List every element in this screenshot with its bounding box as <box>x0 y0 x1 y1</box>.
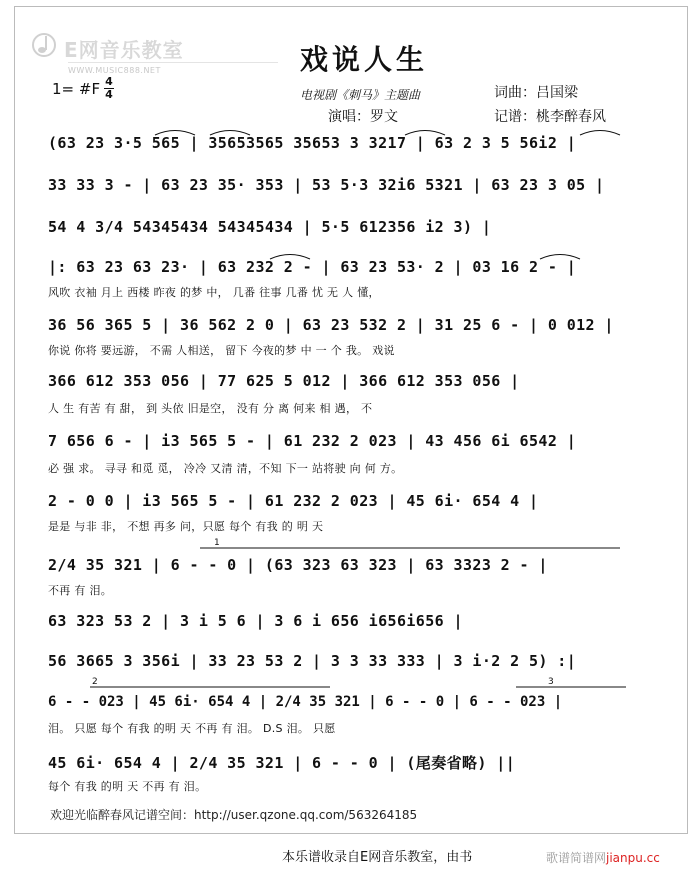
lyric-row-3: 人 生 有苦 有 甜， 到 头依 旧是空， 没有 分 离 何来 相 遇， 不 <box>48 402 373 415</box>
score-row-9: 2/4 35 321 | 6 - - 0 | (63 323 63 323 | 63 3323 2 - | <box>48 556 548 574</box>
volta-bracket-2 <box>90 682 350 692</box>
time-sig-bottom: 4 <box>105 88 113 101</box>
slur-arcs-row-4 <box>60 250 660 260</box>
footer-url[interactable]: 欢迎光临醉春风记谱空间：http://user.qzone.qq.com/563264185 <box>50 808 418 822</box>
score-row-10: 63 323 53 2 | 3 i 5 6 | 3 6 i 656 i656i656 | <box>48 612 463 630</box>
volta-2-label: 2 <box>92 677 98 687</box>
song-title: 戏说人生 <box>300 43 429 76</box>
lyric-row-6: 不再 有 泪。 <box>48 584 113 597</box>
score-row-4: |: 63 23 63 23· | 63 232 2 - | 63 23 53· 2 | 03 16 2 - | <box>48 258 577 276</box>
slur-arcs-row-1 <box>60 126 660 136</box>
music-note-icon <box>30 30 60 60</box>
key-signature: 1= #F <box>52 80 101 98</box>
score-row-6: 366 612 353 056 | 77 625 5 012 | 366 612 353 056 | <box>48 372 520 390</box>
volta-3-label: 3 <box>548 677 554 687</box>
watermark-domain: jianpu.cc <box>606 851 660 865</box>
lyric-row-5: 是是 与非 非， 不想 再多 问，只愿 每个 有我 的 明 天 <box>48 520 324 533</box>
volta-bracket-3 <box>516 682 636 692</box>
time-signature <box>104 76 114 101</box>
footer-watermark <box>546 849 660 866</box>
lyric-row-4: 必 强 求。 寻寻 和觅 觅， 冷冷 又清 清，不知 下一 站将驶 向 何 方。 <box>48 462 403 475</box>
subtitle: 电视剧《刺马》主题曲 <box>300 88 421 102</box>
lyric-row-7: 泪。 只愿 每个 有我 的明 天 不再 有 泪。 D.S 泪。 只愿 <box>48 722 336 735</box>
watermark-text: 歌谱简谱网 <box>546 851 607 865</box>
score-row-5: 36 56 365 5 | 36 562 2 0 | 63 23 532 2 | 31 25 6 - | 0 012 | <box>48 316 614 334</box>
lyric-row-2: 你说 你将 要远游， 不需 人相送， 留下 今夜的梦 中 一 个 我。 戏说 <box>48 344 395 357</box>
score-row-13: 45 6i· 654 4 | 2/4 35 321 | 6 - - 0 | (尾奏省略) || <box>48 754 516 772</box>
time-sig-top: 4 <box>105 75 113 88</box>
lyricist: 词曲：吕国梁 <box>494 85 578 101</box>
score-row-3: 54 4 3/4 54345434 54345434 | 5·5 612356 i2 3) | <box>48 218 492 236</box>
score-row-8: 2 - 0 0 | i3 565 5 - | 61 232 2 023 | 45 6i· 654 4 | <box>48 492 539 510</box>
score-row-2: 33 33 3 - | 63 23 35· 353 | 53 5·3 32i6 5321 | 63 23 3 05 | <box>48 176 605 194</box>
logo-url: WWW.MUSIC888.NET <box>68 66 161 75</box>
score-row-12: 6 - - 023 | 45 6i· 654 4 | 2/4 35 321 | 6 - - 0 | 6 - - 023 | <box>48 694 563 710</box>
logo-divider <box>68 62 278 63</box>
lyric-row-1: 风吹 衣袖 月上 西楼 昨夜 的梦 中， 几番 往事 几番 忧 无 人 懂， <box>48 286 380 299</box>
logo-text: E网音乐教室 <box>64 38 184 62</box>
volta-1-label: 1 <box>214 538 220 548</box>
transcriber: 记谱：桃李醉春风 <box>494 109 606 125</box>
lyric-row-8: 每个 有我 的明 天 不再 有 泪。 <box>48 780 207 793</box>
footer-source: 本乐谱收录自E网音乐教室，由书 <box>282 850 473 865</box>
score-row-7: 7 656 6 - | i3 565 5 - | 61 232 2 023 | 43 456 6i 6542 | <box>48 432 577 450</box>
score-row-11: 56 3665 3 356i | 33 23 53 2 | 3 3 33 333 | 3 i·2 2 5) :| <box>48 652 577 670</box>
score-row-1: (63 23 3·5 565 | 35653565 35653 3 3217 | 63 2 3 5 56i2 | <box>48 134 577 152</box>
singer: 演唱：罗文 <box>328 109 398 125</box>
volta-bracket-1 <box>200 543 630 553</box>
